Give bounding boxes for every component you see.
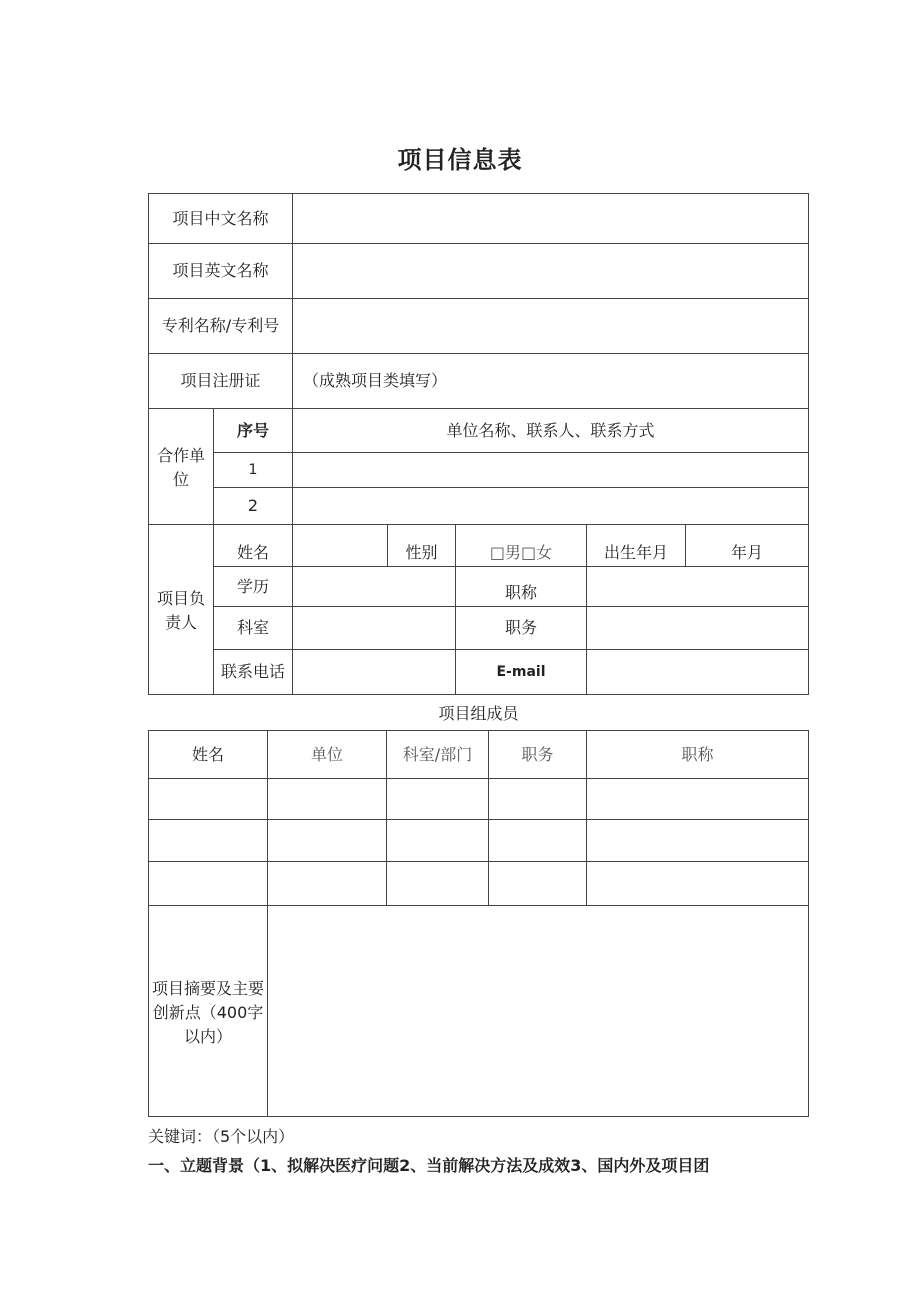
members-caption: 项目组成员 — [438, 704, 519, 723]
leader-name-label: 姓名 — [236, 543, 269, 562]
gender-options[interactable]: □男□女 — [489, 543, 553, 562]
members-header-name: 姓名 — [191, 744, 224, 764]
members-header-title: 职称 — [681, 744, 714, 764]
partner-seq-header: 序号 — [236, 420, 269, 440]
department-label: 科室 — [236, 618, 269, 637]
abstract-field[interactable] — [268, 906, 808, 1116]
members-header-post: 职务 — [521, 744, 554, 764]
section-1-heading: 一、立题背景（1、拟解决医疗问题2、当前解决方法及成效3、国内外及项目团 — [148, 1156, 710, 1175]
registration-hint[interactable]: （成熟项目类填写） — [303, 371, 448, 390]
partner-row-seq: 2 — [247, 496, 259, 515]
table-row[interactable] — [149, 862, 808, 905]
partner-label: 合作单位 — [156, 446, 205, 489]
education-label: 学历 — [236, 576, 269, 596]
table-row[interactable] — [149, 820, 808, 861]
members-header-unit: 单位 — [310, 744, 343, 764]
patent-label: 专利名称/专利号 — [161, 316, 280, 335]
page-title: 项目信息表 — [397, 146, 523, 174]
registration-label: 项目注册证 — [180, 371, 261, 390]
leader-label: 项目负责人 — [156, 589, 205, 632]
partner-info-header: 单位名称、联系人、联系方式 — [446, 420, 655, 440]
partner-row-seq: 1 — [248, 462, 258, 478]
title-label: 职称 — [504, 582, 537, 602]
phone-label: 联系电话 — [220, 662, 285, 681]
post-label: 职务 — [504, 618, 537, 637]
abstract-label: 项目摘要及主要创新点（400字以内） — [151, 979, 264, 1046]
email-label: E-mail — [496, 664, 546, 680]
members-header-dept: 科室/部门 — [402, 744, 473, 764]
birth-value[interactable]: 年月 — [730, 543, 763, 562]
keywords-line: 关键词：（5个以内） — [148, 1127, 295, 1146]
en-name-label: 项目英文名称 — [172, 261, 269, 280]
table-row[interactable] — [149, 779, 808, 819]
gender-label: 性别 — [405, 543, 438, 562]
cn-name-label: 项目中文名称 — [172, 208, 269, 228]
birth-label: 出生年月 — [603, 543, 668, 562]
